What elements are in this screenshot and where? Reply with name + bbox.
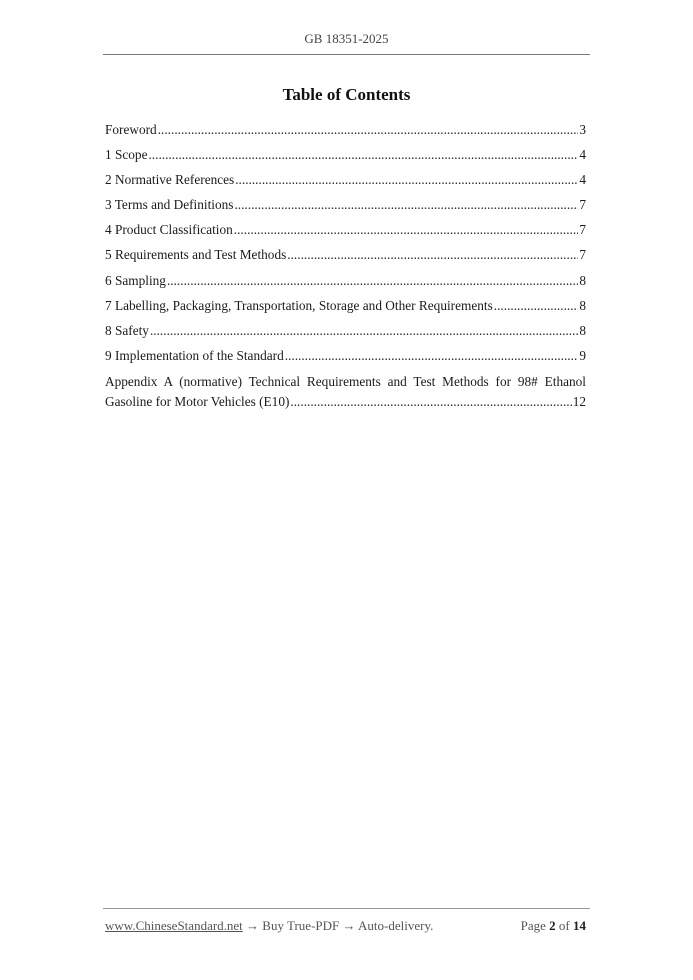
- toc-entry-label: 3 Terms and Definitions: [105, 197, 234, 213]
- toc-entry-page: 8: [579, 297, 586, 313]
- toc-leader-dots: [167, 271, 578, 291]
- toc-entry-page: 8: [579, 272, 586, 288]
- toc-entry[interactable]: [105, 220, 586, 245]
- toc-entry-page: 8: [579, 322, 586, 338]
- toc-entry-page: 7: [579, 247, 586, 263]
- page-current: 2: [549, 918, 556, 933]
- toc-leader-dots: [235, 170, 578, 190]
- toc-entry-label: 4 Product Classification: [105, 222, 233, 238]
- toc-list: [105, 120, 586, 412]
- toc-leader-dots: [234, 220, 579, 240]
- toc-entry-label: 6 Sampling: [105, 272, 166, 288]
- toc-title: Table of Contents: [282, 85, 411, 104]
- page-footer: [105, 918, 586, 934]
- toc-entry-label: 7 Labelling, Packaging, Transportation, Storage and Other Requirements: [105, 297, 493, 313]
- footer-promo: [105, 918, 433, 934]
- toc-entry-label: Foreword: [105, 122, 157, 137]
- toc-entry-line2: [105, 392, 586, 412]
- toc-entry-page: 12: [572, 393, 586, 409]
- toc-entry-label: 8 Safety: [105, 322, 149, 338]
- header-doc-code: GB 18351-2025: [304, 31, 389, 46]
- toc-entry[interactable]: [105, 145, 586, 170]
- toc-entry[interactable]: [105, 195, 586, 220]
- toc-leader-dots: [285, 346, 579, 366]
- toc-entry-label-line1: Appendix A (normative) Technical Requirements and Test Methods for 98# Ethanol: [105, 373, 586, 389]
- toc-entry-label: 9 Implementation of the Standard: [105, 347, 284, 363]
- toc-entry[interactable]: [105, 170, 586, 195]
- toc-leader-dots: [148, 145, 578, 165]
- toc-entry-appendix-a[interactable]: [105, 372, 586, 412]
- toc-leader-dots: [234, 195, 578, 215]
- toc-entry-label: 1 Scope: [105, 147, 148, 163]
- footer-divider: [103, 908, 590, 909]
- page-of: of: [555, 918, 573, 933]
- toc-entry-page: 7: [579, 197, 586, 213]
- footer-site-link[interactable]: www.ChineseStandard.net: [105, 918, 243, 933]
- page-total: 14: [573, 918, 586, 933]
- toc-entry[interactable]: [105, 296, 586, 321]
- toc-entry[interactable]: [105, 271, 586, 296]
- toc-entry-label: 5 Requirements and Test Methods: [105, 247, 287, 263]
- toc-leader-dots: [494, 296, 579, 316]
- toc-entry-page: 9: [579, 347, 586, 363]
- page-number: [521, 918, 586, 934]
- toc-leader-dots: [158, 120, 579, 140]
- toc-entry[interactable]: [105, 321, 586, 346]
- toc-entry-page: 3: [579, 122, 586, 137]
- page-prefix: Page: [520, 918, 550, 933]
- footer-promo-text: → Buy True-PDF → Auto-delivery.: [242, 918, 434, 933]
- toc-entry-page: 7: [579, 222, 586, 238]
- toc-entry-label-line2: Gasoline for Motor Vehicles (E10): [105, 393, 290, 409]
- toc-entry[interactable]: [105, 346, 586, 371]
- toc-leader-dots: [287, 245, 578, 265]
- toc-entry-label: 2 Normative References: [105, 172, 235, 188]
- header-divider: [103, 54, 590, 55]
- toc-entry-page: 4: [579, 147, 586, 163]
- toc-entry[interactable]: [105, 245, 586, 270]
- toc-leader-dots: [290, 392, 571, 412]
- toc-entry-page: 4: [579, 172, 586, 188]
- toc-leader-dots: [150, 321, 578, 341]
- toc-entry[interactable]: [105, 120, 586, 145]
